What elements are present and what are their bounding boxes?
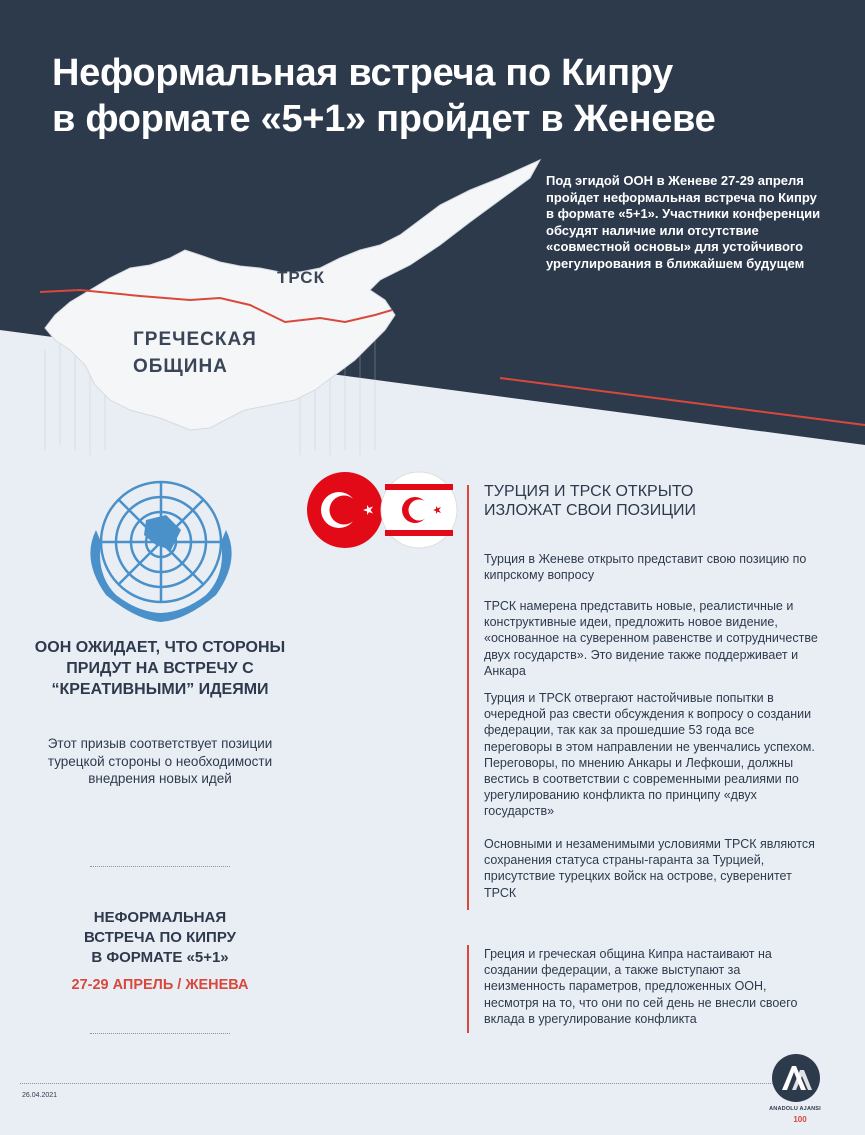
accent-line — [467, 485, 469, 910]
title-line-2: в формате «5+1» пройдет в Женеве — [52, 98, 716, 140]
paragraph-federation-rejection: Турция и ТРСК отвергают настойчивые попытки в очередной раз свести обсуждения к вопросу о создании федерации, так как за прошедшие 53 года все переговоры в этом направлении не увенчались успехом. Переговоры, по мнению Анкары и Лефкоши, должны вестись в соответствии с современными реалиями по урегулированию конфликта по принципу «двух государств» — [484, 691, 815, 819]
trnc-flag-icon — [381, 472, 457, 548]
title-line-1: Неформальная встреча по Кипру — [52, 52, 673, 94]
footer-divider — [20, 1083, 775, 1084]
un-emblem-icon — [66, 470, 256, 630]
paragraph-greek-position: Греция и греческая община Кипра настаивают на создании федерации, а также выступают за неизменность параметров, предложенных ООН, несмотря на то, что они по сей день не внесли своего вклада в урегулирование конфликта — [484, 947, 798, 1026]
cyprus-map-icon — [0, 150, 560, 460]
un-heading-line-2: ПРИДУТ НА ВСТРЕЧУ С — [66, 660, 254, 677]
anadolu-agency-logo-icon — [770, 1052, 822, 1104]
map-label-greek-community — [133, 326, 257, 380]
meeting-line-1: НЕФОРМАЛЬНАЯ — [93, 909, 227, 926]
un-expectation-heading — [20, 637, 300, 700]
anniversary-badge: 100 — [793, 1115, 807, 1124]
intro-text: Под эгидой ООН в Женеве 27-29 апреля пройдет неформальная встреча по Кипру в формате «5+1». Участники конференции обсудят наличие или отсутствие «совместной основы» для устойчивого урегулирования в ближайшем будущем — [546, 173, 821, 271]
right-heading-line-1: ТУРЦИЯ И ТРСК ОТКРЫТО — [484, 483, 694, 500]
agency-name: ANADOLU AJANSI — [769, 1106, 821, 1112]
publication-date: 26.04.2021 — [22, 1092, 58, 1099]
map-label-greek-line-2: ОБЩИНА — [133, 356, 228, 377]
divider — [90, 866, 230, 867]
paragraph-trnc-conditions: Основными и незаменимыми условиями ТРСК являются сохранения статуса страны-гаранта за Турцией, присутствие турецких войск на острове, суверенитет ТРСК — [484, 837, 815, 900]
un-heading-line-1: ООН ОЖИДАЕТ, ЧТО СТОРОНЫ — [34, 639, 286, 656]
un-expectation-text: Этот призыв соответствует позиции турецкой стороны о необходимости внедрения новых идей — [47, 736, 273, 786]
turkey-flag-icon — [307, 472, 383, 548]
turkey-trnc-heading — [484, 482, 814, 520]
divider — [90, 1033, 230, 1034]
page-title — [52, 50, 832, 142]
meeting-date: 27-29 АПРЕЛЬ / ЖЕНЕВА — [71, 977, 249, 993]
paragraph-turkey-position: Турция в Женеве открыто представит свою позицию по кипрскому вопросу — [484, 552, 807, 583]
right-heading-line-2: ИЗЛОЖАТ СВОИ ПОЗИЦИИ — [484, 502, 697, 519]
meeting-info — [30, 908, 290, 968]
accent-line — [467, 945, 469, 1033]
flags — [305, 470, 460, 550]
paragraph-trnc-ideas: ТРСК намерена представить новые, реалистичные и конструктивные идеи, предложить новое видение, «основанное на суверенном равенстве и сотрудничестве двух государств». Это видение также поддерживает и Анкара — [484, 599, 818, 678]
map-label-greek-line-1: ГРЕЧЕСКАЯ — [133, 329, 257, 350]
un-heading-line-3: “КРЕАТИВНЫМИ” ИДЕЯМИ — [51, 681, 269, 698]
meeting-line-3: В ФОРМАТЕ «5+1» — [91, 949, 229, 966]
map-label-trnc: ТРСК — [277, 268, 325, 287]
meeting-line-2: ВСТРЕЧА ПО КИПРУ — [84, 929, 236, 946]
